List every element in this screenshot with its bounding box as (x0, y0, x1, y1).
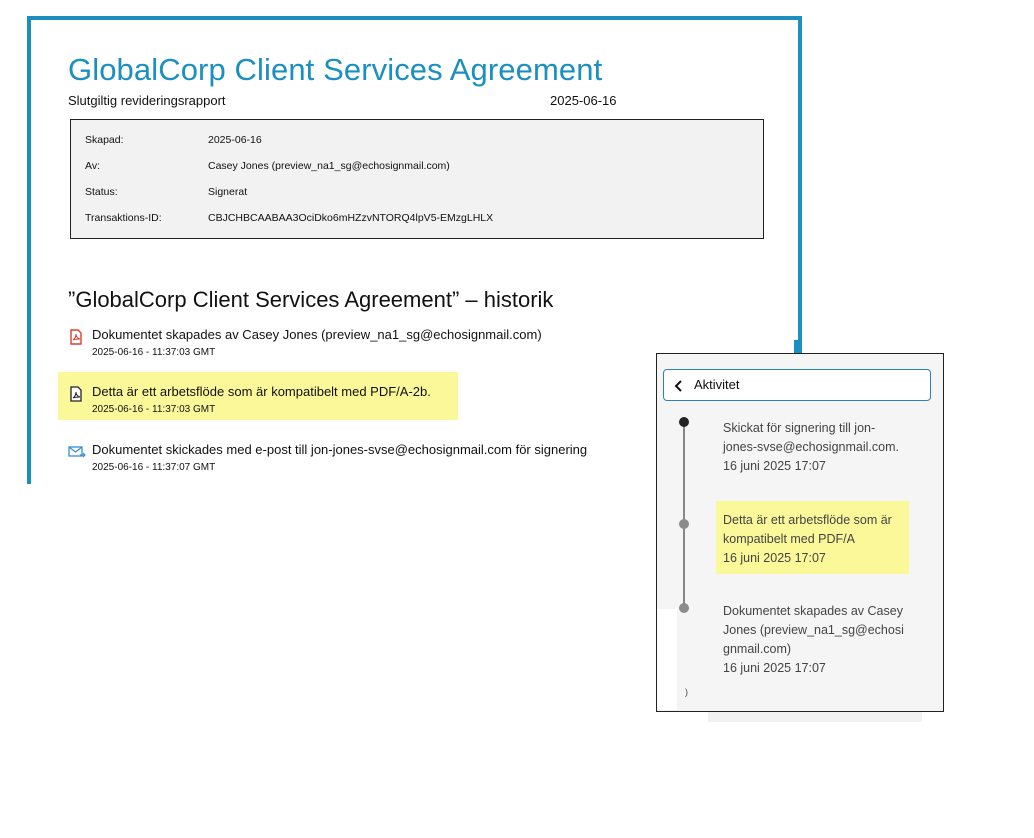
summary-value: Casey Jones (preview_na1_sg@echosignmail.com) (208, 160, 450, 172)
timeline-line (683, 422, 685, 610)
activity-panel (656, 353, 944, 712)
activity-event-text: Dokumentet skapades av Casey Jones (preview_na1_sg@echosignmail.com) (723, 604, 904, 656)
activity-event-text: Skickat för signering till jon-jones-svse@echosignmail.com. (723, 421, 899, 454)
activity-event-text: Detta är ett arbetsflöde som är kompatibelt med PDF/A (723, 513, 892, 546)
summary-row-created (85, 134, 262, 146)
email-sent-icon (68, 444, 84, 460)
history-title: ”GlobalCorp Client Services Agreement” – historik (68, 287, 554, 312)
timeline-dot (679, 417, 689, 427)
summary-label: Av: (85, 160, 100, 172)
activity-back-button[interactable] (663, 369, 931, 401)
summary-value: Signerat (208, 186, 248, 198)
summary-row-by (85, 160, 450, 172)
history-event-timestamp: 2025-06-16 - 11:37:03 GMT (92, 404, 216, 415)
document-date: 2025-06-16 (550, 93, 617, 108)
activity-event (723, 419, 909, 476)
summary-row-transaction-id (85, 212, 493, 224)
timeline-dot (679, 603, 689, 613)
activity-event-date: 16 juni 2025 17:07 (723, 459, 826, 473)
summary-value: 2025-06-16 (208, 134, 262, 146)
history-event-text: Dokumentet skickades med e-post till jon-jones-svse@echosignmail.com för signering (92, 442, 588, 457)
activity-event-date: 16 juni 2025 17:07 (723, 661, 826, 675)
activity-event (723, 602, 909, 678)
pdfa-document-icon (68, 386, 84, 402)
summary-label: Skapad: (85, 134, 124, 146)
summary-label: Transaktions-ID: (85, 212, 162, 224)
summary-label: Status: (85, 186, 118, 198)
summary-value: CBJCHBCAABAA3OciDko6mHZzvNTORQ4lpV5-EMzgLHLX (208, 212, 494, 224)
history-event-text: Detta är ett arbetsflöde som är kompatibelt med PDF/A-2b. (92, 384, 431, 399)
timeline-tick: ) (685, 687, 688, 697)
activity-event-date: 16 juni 2025 17:07 (723, 551, 826, 565)
summary-row-status (85, 186, 247, 198)
document-title: GlobalCorp Client Services Agreement (68, 52, 603, 87)
activity-event (723, 511, 909, 568)
timeline-dot (679, 519, 689, 529)
activity-back-label: Aktivitet (694, 377, 740, 392)
history-event-text: Dokumentet skapades av Casey Jones (preview_na1_sg@echosignmail.com) (92, 327, 542, 342)
chevron-left-icon (674, 379, 684, 397)
document-subtitle: Slutgiltig revideringsrapport (68, 93, 226, 108)
summary-box (70, 119, 764, 239)
panel-gutter (657, 609, 677, 710)
history-event-timestamp: 2025-06-16 - 11:37:03 GMT (92, 347, 216, 358)
history-event-timestamp: 2025-06-16 - 11:37:07 GMT (92, 462, 216, 473)
pdf-created-icon (68, 329, 84, 345)
